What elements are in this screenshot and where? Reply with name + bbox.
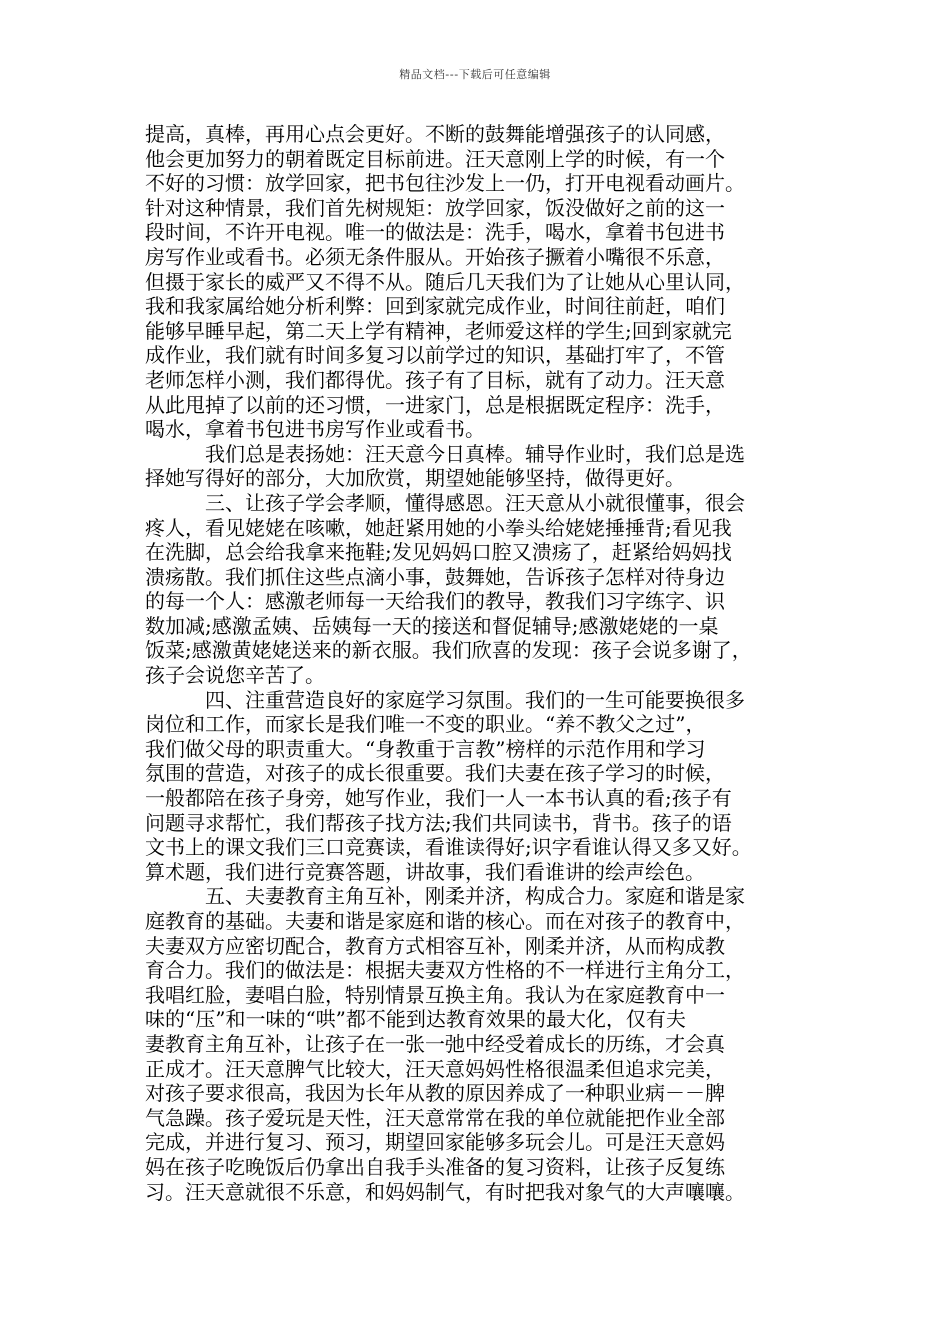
text-line: 能够早睡早起，第二天上学有精神，老师爱这样的学生;回到家就完 (145, 318, 732, 343)
text-line: 对孩子要求很高，我因为长年从教的原因养成了一种职业病－－脾 (145, 1081, 725, 1106)
text-line: 我们做父母的职责重大。“身教重于言教”榜样的示范作用和学习 (145, 736, 706, 761)
text-line: 算术题，我们进行竞赛答题，讲故事，我们看谁讲的绘声绘色。 (145, 859, 705, 884)
text-line: 我和我家属给她分析利弊：回到家就完成作业，时间往前赶，咱们 (145, 294, 725, 319)
text-line: 老师怎样小测，我们都得优。孩子有了目标，就有了动力。汪天意 (145, 367, 725, 392)
paragraph-start-line: 四、注重营造良好的家庭学习氛围。我们的一生可能要换很多 (205, 687, 745, 712)
text-line: 育合力。我们的做法是：根据夫妻双方性格的不一样进行主角分工， (145, 958, 745, 983)
text-line: 氛围的营造，对孩子的成长很重要。我们夫妻在孩子学习的时候， (145, 761, 725, 786)
text-line: 妻教育主角互补，让孩子在一张一弛中经受着成长的历练，才会真 (145, 1031, 725, 1056)
paragraph-start-line: 三、让孩子学会孝顺，懂得感恩。汪天意从小就很懂事，很会 (205, 490, 745, 515)
body-text (145, 122, 825, 1204)
text-line: 成作业，我们就有时间多复习以前学过的知识，基础打牢了，不管 (145, 343, 725, 368)
text-line: 溃疡散。我们抓住这些点滴小事，鼓舞她，告诉孩子怎样对待身边 (145, 564, 725, 589)
paragraph-start-line: 五、夫妻教育主角互补，刚柔并济，构成合力。家庭和谐是家 (205, 884, 745, 909)
text-line: 不好的习惯：放学回家，把书包往沙发上一仍，打开电视看动画片。 (145, 171, 745, 196)
text-line: 针对这种情景，我们首先树规矩：放学回家，饭没做好之前的这一 (145, 195, 725, 220)
text-line: 妈在孩子吃晚饭后仍拿出自我手头准备的复习资料，让孩子反复练 (145, 1154, 725, 1179)
page-header: 精品文档---下载后可任意编辑 (399, 68, 551, 81)
text-line: 文书上的课文我们三口竞赛读，看谁读得好;识字看谁认得又多又好。 (145, 835, 752, 860)
text-line: 岗位和工作，而家长是我们唯一不变的职业。“养不教父之过”， (145, 712, 706, 737)
text-line: 从此甩掉了以前的还习惯，一进家门，总是根据既定程序：洗手， (145, 392, 725, 417)
text-line: 但摄于家长的威严又不得不从。随后几天我们为了让她从心里认同， (145, 269, 745, 294)
text-line: 择她写得好的部分，大加欣赏，期望她能够坚持，做得更好。 (145, 466, 685, 491)
text-line: 他会更加努力的朝着既定目标前进。汪天意刚上学的时候，有一个 (145, 146, 725, 171)
text-line: 气急躁。孩子爱玩是天性，汪天意常常在我的单位就能把作业全部 (145, 1105, 725, 1130)
text-line: 喝水，拿着书包进书房写作业或看书。 (145, 417, 485, 442)
text-line: 疼人，看见姥姥在咳嗽，她赶紧用她的小拳头给姥姥捶捶背;看见我 (145, 515, 732, 540)
text-line: 正成才。汪天意脾气比较大，汪天意妈妈性格很温柔但追求完美， (145, 1056, 725, 1081)
text-line: 在洗脚，总会给我拿来拖鞋;发见妈妈口腔又溃疡了，赶紧给妈妈找 (145, 540, 732, 565)
text-line: 数加减;感激孟姨、岳姨每一天的接送和督促辅导;感激姥姥的一桌 (145, 613, 719, 638)
text-line: 房写作业或看书。必须无条件服从。开始孩子撅着小嘴很不乐意， (145, 244, 725, 269)
text-line: 段时间，不许开电视。唯一的做法是：洗手，喝水，拿着书包进书 (145, 220, 725, 245)
text-line: 孩子会说您辛苦了。 (145, 663, 325, 688)
text-line: 庭教育的基础。夫妻和谐是家庭和谐的核心。而在对孩子的教育中， (145, 909, 745, 933)
text-line: 饭菜;感激黄姥姥送来的新衣服。我们欣喜的发现：孩子会说多谢了， (145, 638, 752, 663)
text-line: 习。汪天意就很不乐意，和妈妈制气，有时把我对象气的大声嚷嚷。 (145, 1179, 745, 1204)
text-line: 完成，并进行复习、预习，期望回家能够多玩会儿。可是汪天意妈 (145, 1130, 725, 1155)
text-line: 我唱红脸，妻唱白脸，特别情景互换主角。我认为在家庭教育中一 (145, 982, 725, 1007)
text-line: 问题寻求帮忙，我们帮孩子找方法;我们共同读书，背书。孩子的语 (145, 810, 732, 835)
text-line: 一般都陪在孩子身旁，她写作业，我们一人一本书认真的看;孩子有 (145, 786, 732, 811)
text-line: 味的“压”和一味的“哄”都不能到达教育效果的最大化，仅有夫 (145, 1007, 686, 1032)
text-line: 的每一个人：感激老师每一天给我们的教导，教我们习字练字、识 (145, 589, 725, 614)
text-line: 提高，真棒，再用心点会更好。不断的鼓舞能增强孩子的认同感， (145, 122, 725, 146)
text-line: 夫妻双方应密切配合，教育方式相容互补，刚柔并济，从而构成教 (145, 933, 725, 958)
paragraph-start-line: 我们总是表扬她：汪天意今日真棒。辅导作业时，我们总是选 (205, 441, 745, 466)
